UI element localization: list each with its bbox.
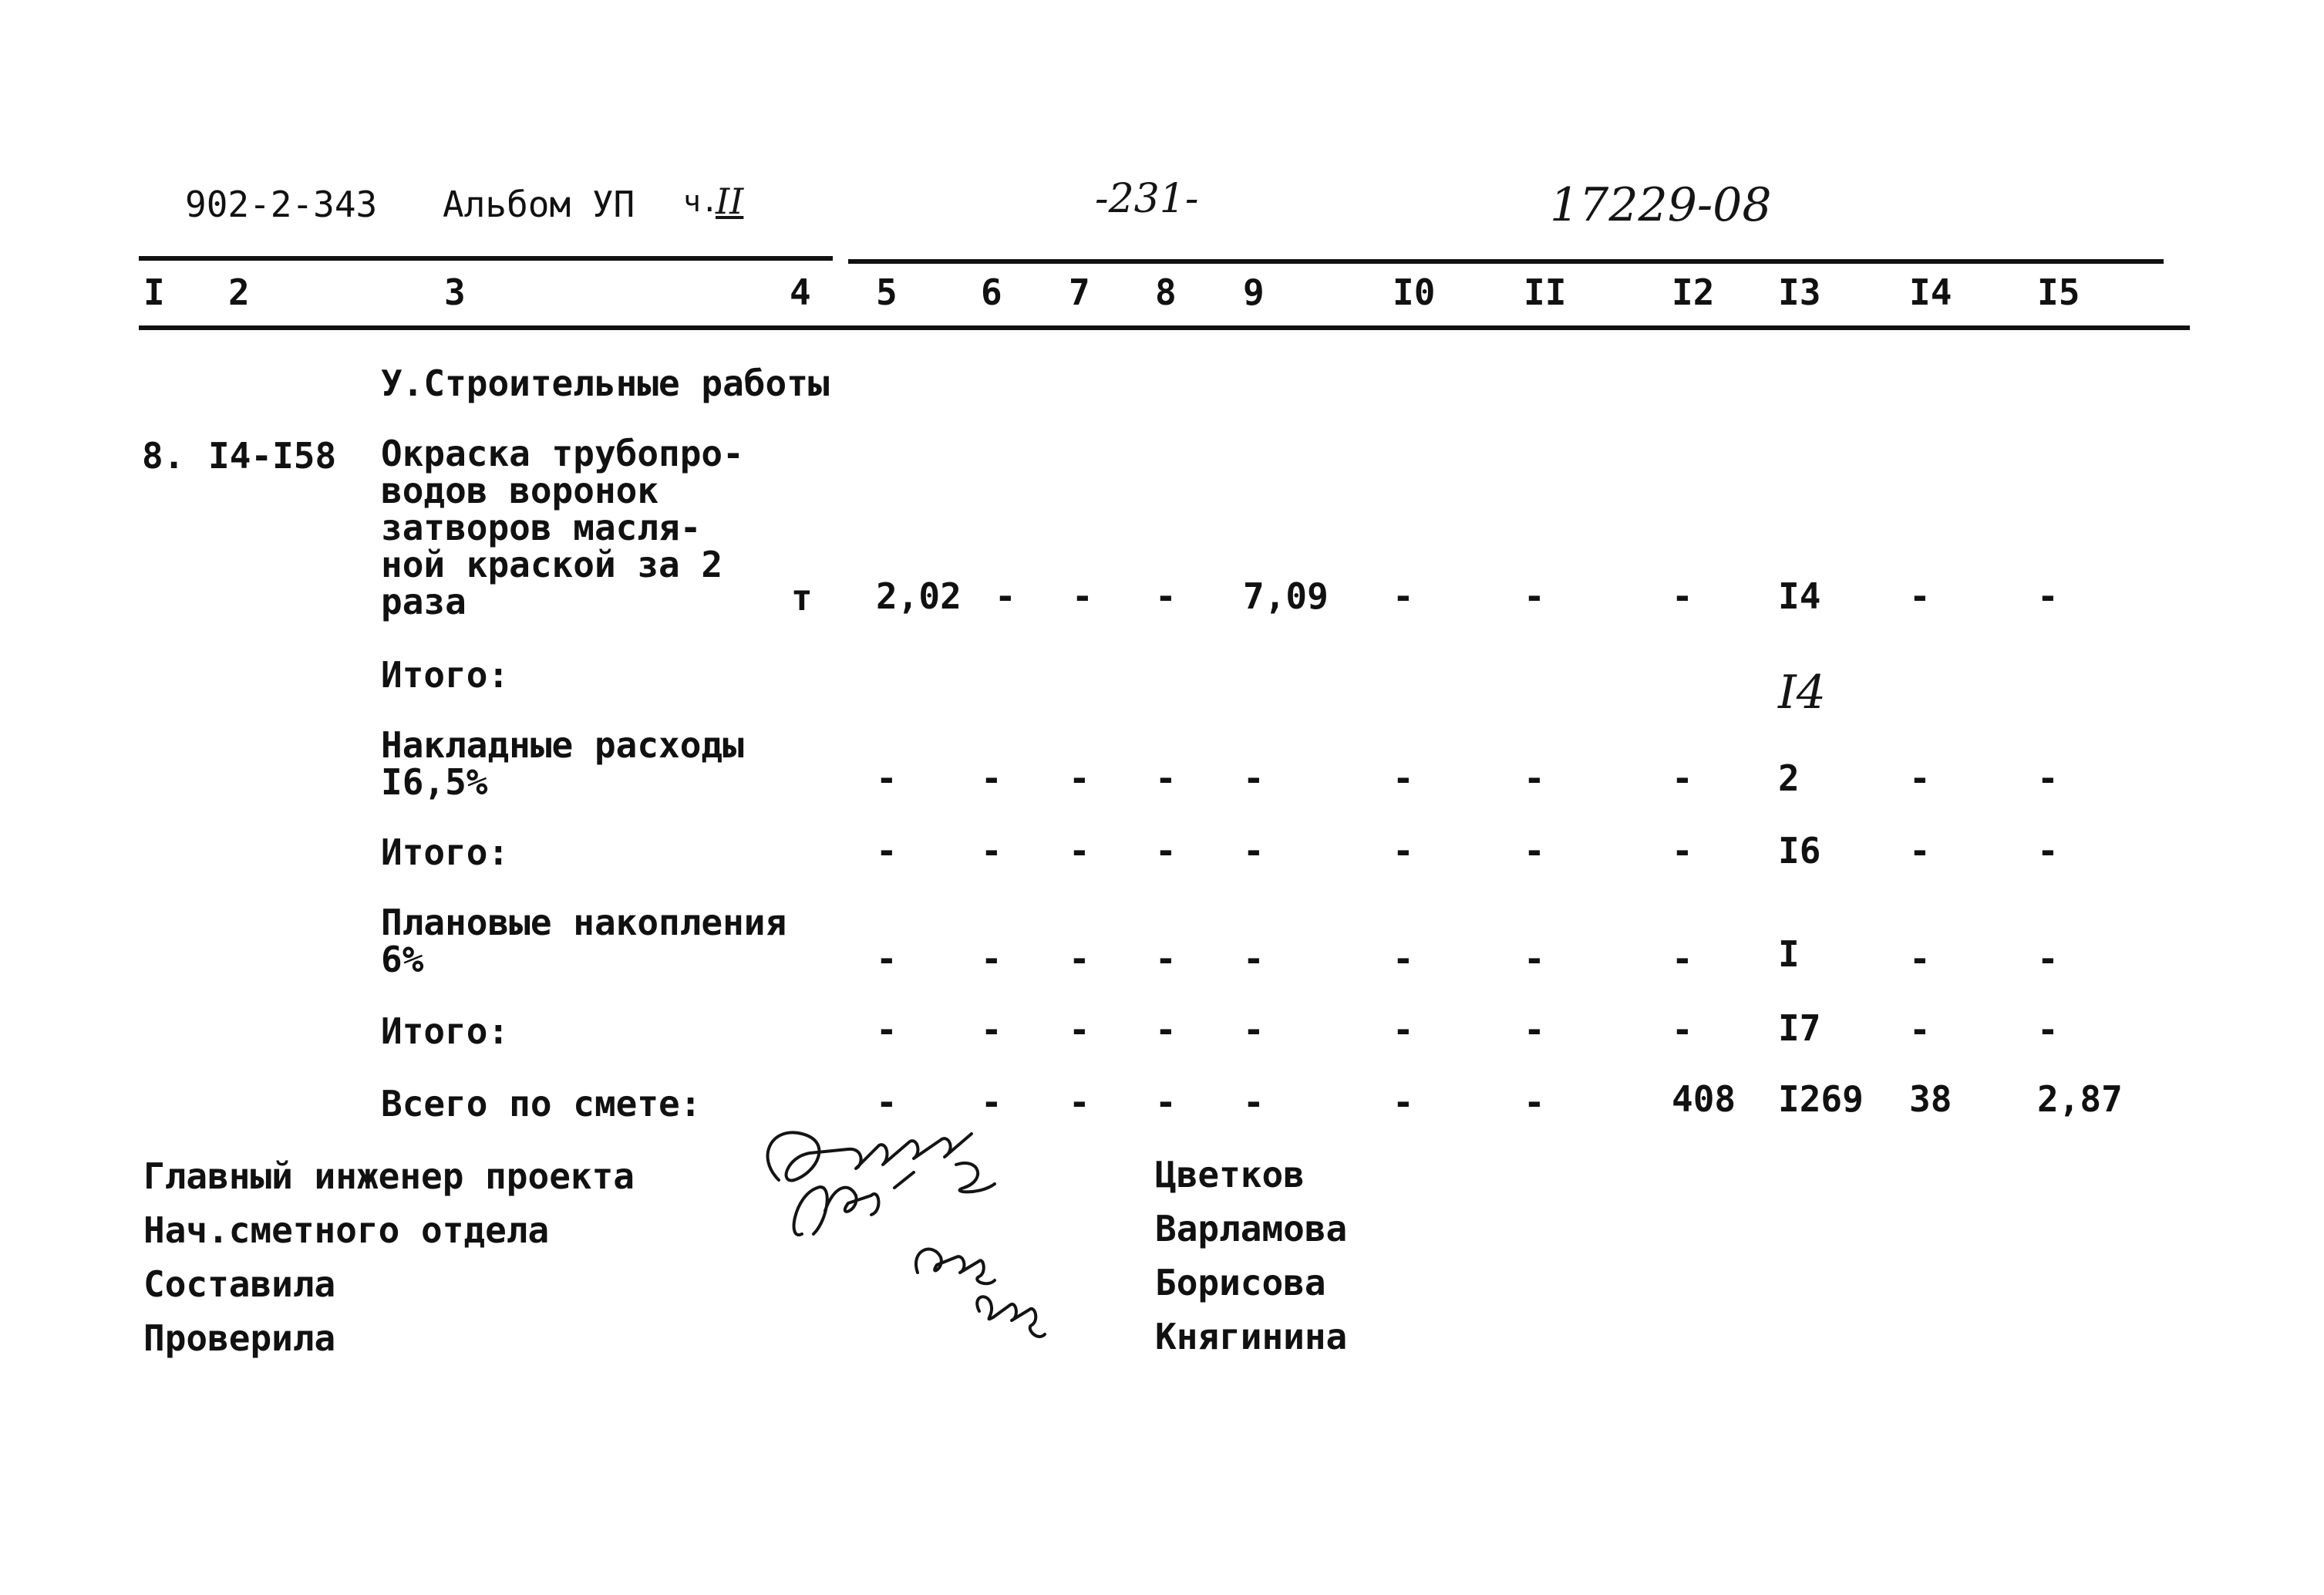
cell-c14: - xyxy=(1909,830,1931,872)
cell-c14: - xyxy=(1909,757,1931,799)
column-header: 2 xyxy=(228,271,250,313)
top-rule-right xyxy=(848,259,2164,264)
signature-role: Составила xyxy=(143,1263,336,1305)
cell-c14: - xyxy=(1909,1009,1931,1050)
cell-c6: - xyxy=(981,938,1002,980)
signature-name: Варламова xyxy=(1155,1208,1348,1249)
section-title: У.Строительные работы xyxy=(381,362,830,404)
item-description: Окраска трубопро- водов воронок затворов масля- ной краской за 2 раза xyxy=(381,433,744,622)
column-header: I5 xyxy=(2037,271,2080,313)
cell-c6: - xyxy=(981,1081,1002,1123)
column-header: I0 xyxy=(1393,271,1436,313)
cell-c5: 2,02 xyxy=(876,575,962,617)
column-header: I2 xyxy=(1672,271,1715,313)
cell-c5: - xyxy=(876,1081,898,1123)
row-label: Всего по смете: xyxy=(381,1083,702,1125)
cell-c9: - xyxy=(1243,938,1265,980)
cell-c6: - xyxy=(981,757,1002,799)
row-label: Накладные расходы I6,5% xyxy=(381,724,744,803)
cell-c7: - xyxy=(1069,938,1090,980)
cell-c12: - xyxy=(1672,575,1693,617)
cell-c8: - xyxy=(1155,757,1177,799)
cell-c7: - xyxy=(1069,757,1090,799)
column-header: 8 xyxy=(1155,271,1177,313)
cell-c8: - xyxy=(1155,830,1177,872)
cell-c7: - xyxy=(1072,575,1093,617)
cell-c10: - xyxy=(1393,1009,1414,1050)
cell-c10: - xyxy=(1393,938,1414,980)
column-header: 4 xyxy=(790,271,811,313)
cell-c11: - xyxy=(1524,757,1545,799)
column-header: I xyxy=(143,271,165,313)
cell-c9: - xyxy=(1243,757,1265,799)
row-label: Итого: xyxy=(381,1010,510,1052)
signature-role: Главный инженер проекта xyxy=(143,1155,635,1197)
column-header: I4 xyxy=(1909,271,1952,313)
cell-c13: I4 xyxy=(1778,666,1826,720)
signature-name: Цветков xyxy=(1155,1154,1305,1195)
cell-c6: - xyxy=(995,575,1016,617)
cell-c10: - xyxy=(1393,575,1414,617)
signature-role: Проверила xyxy=(143,1317,336,1359)
item-number: 8. xyxy=(142,435,185,477)
document-number: 17229-08 xyxy=(1550,178,1772,232)
cell-c11: - xyxy=(1524,830,1545,872)
cell-c5: - xyxy=(876,938,898,980)
cell-c14: 38 xyxy=(1909,1078,1952,1120)
cell-c5: - xyxy=(876,830,898,872)
cell-c13: I6 xyxy=(1778,830,1821,872)
cell-c7: - xyxy=(1069,1081,1090,1123)
cell-c8: - xyxy=(1155,575,1177,617)
signature-name: Борисова xyxy=(1155,1262,1326,1303)
cell-c14: - xyxy=(1909,938,1931,980)
signature-role: Нач.сметного отдела xyxy=(143,1209,550,1251)
cell-c11: - xyxy=(1524,1009,1545,1050)
item-unit: т xyxy=(791,577,813,619)
cell-c13: I269 xyxy=(1778,1078,1864,1120)
part-prefix: ч. xyxy=(683,184,719,218)
cell-c10: - xyxy=(1393,830,1414,872)
cell-c12: - xyxy=(1672,938,1693,980)
cell-c15: - xyxy=(2037,830,2059,872)
column-header: 5 xyxy=(876,271,898,313)
cell-c14: - xyxy=(1909,575,1931,617)
cell-c11: - xyxy=(1524,1081,1545,1123)
top-rule-left xyxy=(139,256,833,261)
column-header: I3 xyxy=(1778,271,1821,313)
cell-c5: - xyxy=(876,757,898,799)
handwritten-signatures xyxy=(748,1111,1118,1373)
cell-c11: - xyxy=(1524,575,1545,617)
row-label: Итого: xyxy=(381,654,510,696)
cell-c15: 2,87 xyxy=(2037,1078,2123,1120)
cell-c10: - xyxy=(1393,757,1414,799)
cell-c13: I4 xyxy=(1778,575,1821,617)
project-code: 902-2-343 xyxy=(185,184,378,225)
album-label: Альбом УП xyxy=(443,184,635,225)
cell-c6: - xyxy=(981,1009,1002,1050)
cell-c13: 2 xyxy=(1778,757,1800,799)
row-label: Итого: xyxy=(381,831,510,873)
signature-name: Княгинина xyxy=(1155,1316,1348,1357)
cell-c12: 408 xyxy=(1672,1078,1736,1120)
cell-c15: - xyxy=(2037,938,2059,980)
cell-c13: I7 xyxy=(1778,1007,1821,1049)
cell-c9: - xyxy=(1243,830,1265,872)
cell-c15: - xyxy=(2037,575,2059,617)
part-number: II xyxy=(716,180,744,222)
cell-c8: - xyxy=(1155,1081,1177,1123)
column-header: II xyxy=(1524,271,1567,313)
column-header-rule xyxy=(139,325,2190,330)
cell-c7: - xyxy=(1069,1009,1090,1050)
column-header: 6 xyxy=(981,271,1002,313)
cell-c9: 7,09 xyxy=(1243,575,1329,617)
page-number: -231- xyxy=(1095,176,1199,222)
cell-c11: - xyxy=(1524,938,1545,980)
cell-c12: - xyxy=(1672,757,1693,799)
cell-c8: - xyxy=(1155,1009,1177,1050)
cell-c5: - xyxy=(876,1009,898,1050)
cell-c15: - xyxy=(2037,757,2059,799)
cell-c12: - xyxy=(1672,830,1693,872)
cell-c15: - xyxy=(2037,1009,2059,1050)
cell-c9: - xyxy=(1243,1009,1265,1050)
cell-c6: - xyxy=(981,830,1002,872)
column-header: 7 xyxy=(1069,271,1090,313)
cell-c10: - xyxy=(1393,1081,1414,1123)
column-header: 3 xyxy=(444,271,466,313)
cell-c7: - xyxy=(1069,830,1090,872)
cell-c12: - xyxy=(1672,1009,1693,1050)
column-header: 9 xyxy=(1243,271,1265,313)
cell-c13: I xyxy=(1778,933,1800,975)
item-code: I4-I58 xyxy=(208,435,337,477)
cell-c9: - xyxy=(1243,1081,1265,1123)
row-label: Плановые накопления 6% xyxy=(381,902,787,980)
cell-c8: - xyxy=(1155,938,1177,980)
